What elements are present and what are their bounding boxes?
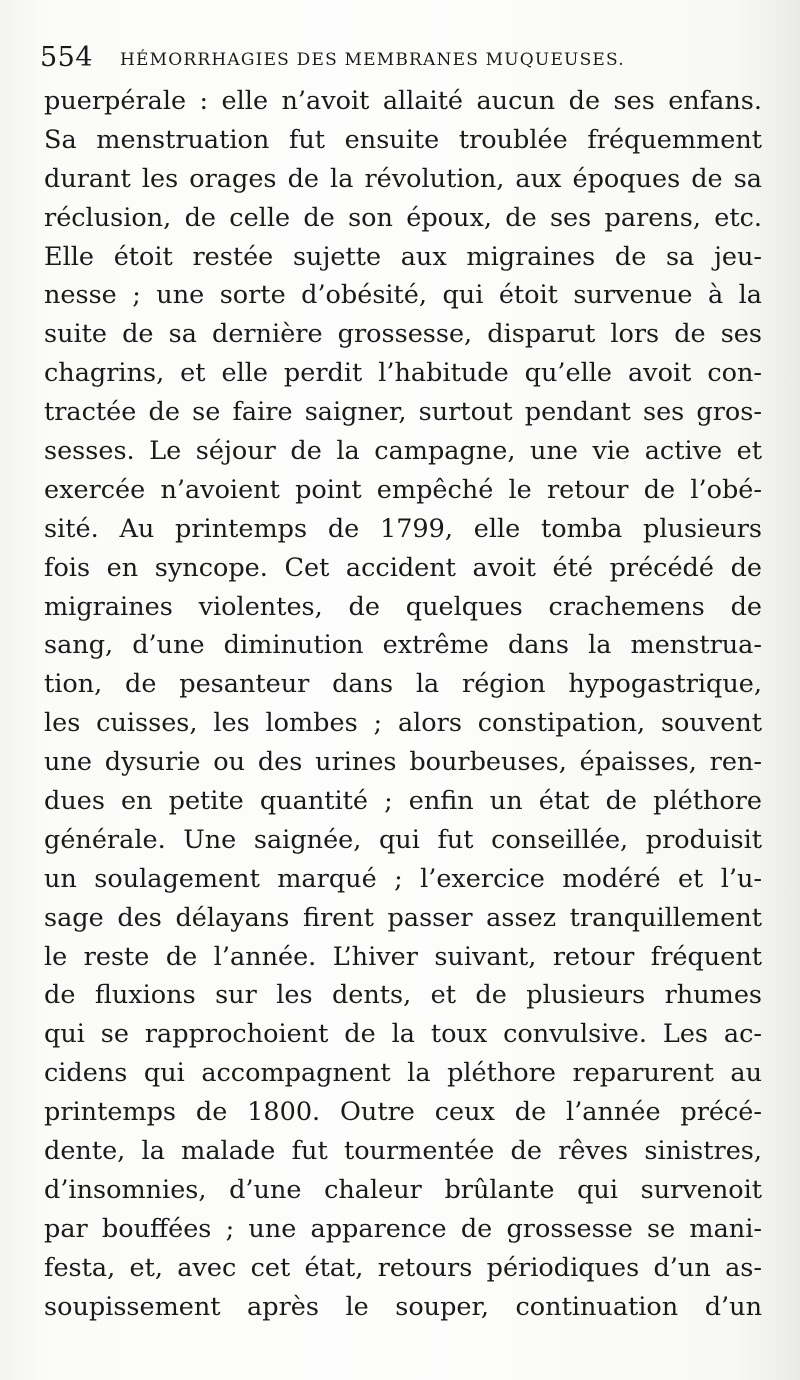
text-line: chagrins, et elle perdit l’habitude qu’elle avoit con-	[44, 358, 762, 389]
text-line: générale. Une saignée, qui fut conseillée, produisit	[44, 824, 762, 855]
text-line: réclusion, de celle de son époux, de ses parens, etc.	[44, 202, 762, 233]
text-line: sage des délayans firent passer assez tranquillement	[44, 902, 762, 933]
text-line: durant les orages de la révolution, aux époques de sa	[44, 163, 762, 194]
text-line: Sa menstruation fut ensuite troublée fréquemment	[44, 124, 762, 155]
text-line: fois en syncope. Cet accident avoit été précédé de	[44, 552, 762, 583]
text-line: un soulagement marqué ; l’exercice modéré et l’u-	[44, 863, 762, 894]
text-line: exercée n’avoient point empêché le retour de l’obé-	[44, 474, 762, 505]
text-line: sité. Au printemps de 1799, elle tomba plusieurs	[44, 513, 762, 544]
text-line: le reste de l’année. L’hiver suivant, retour fréquent	[44, 941, 762, 972]
text-line: d’insomnies, d’une chaleur brûlante qui survenoit	[44, 1174, 762, 1205]
text-line: les cuisses, les lombes ; alors constipation, souvent	[44, 708, 762, 739]
text-line: dente, la malade fut tourmentée de rêves sinistres,	[44, 1136, 762, 1167]
text-line: soupissement après le souper, continuation d’un	[44, 1291, 762, 1322]
text-line: sesses. Le séjour de la campagne, une vie active et	[44, 436, 762, 467]
text-line: qui se rapprochoient de la toux convulsive. Les ac-	[44, 1019, 762, 1050]
text-line: suite de sa dernière grossesse, disparut lors de ses	[44, 319, 762, 350]
text-line: migraines violentes, de quelques crachemens de	[44, 591, 762, 622]
text-line: printemps de 1800. Outre ceux de l’année précé-	[44, 1097, 762, 1128]
text-line: puerpérale : elle n’avoit allaité aucun de ses enfans.	[44, 86, 762, 116]
text-line: une dysurie ou des urines bourbeuses, épaisses, ren-	[44, 747, 762, 778]
text-line: festa, et, avec cet état, retours périodiques d’un as-	[44, 1252, 762, 1283]
text-line: sang, d’une diminution extrême dans la menstrua-	[44, 630, 762, 661]
text-line: de fluxions sur les dents, et de plusieurs rhumes	[44, 980, 762, 1011]
page-header	[40, 40, 760, 80]
text-line: tractée de se faire saigner, surtout pendant ses gros-	[44, 397, 762, 428]
page-number: 554	[40, 42, 94, 73]
text-line: tion, de pesanteur dans la région hypogastrique,	[44, 669, 762, 700]
text-line: nesse ; une sorte d’obésité, qui étoit survenue à la	[44, 280, 762, 311]
running-title: HÉMORRHAGIES DES MEMBRANES MUQUEUSES.	[120, 50, 625, 70]
text-line: cidens qui accompagnent la pléthore reparurent au	[44, 1058, 762, 1089]
text-line: Elle étoit restée sujette aux migraines de sa jeu-	[44, 241, 762, 272]
text-line: par bouffées ; une apparence de grossesse se mani-	[44, 1213, 762, 1244]
body-text	[44, 82, 762, 1327]
text-line: dues en petite quantité ; enfin un état de pléthore	[44, 786, 762, 817]
